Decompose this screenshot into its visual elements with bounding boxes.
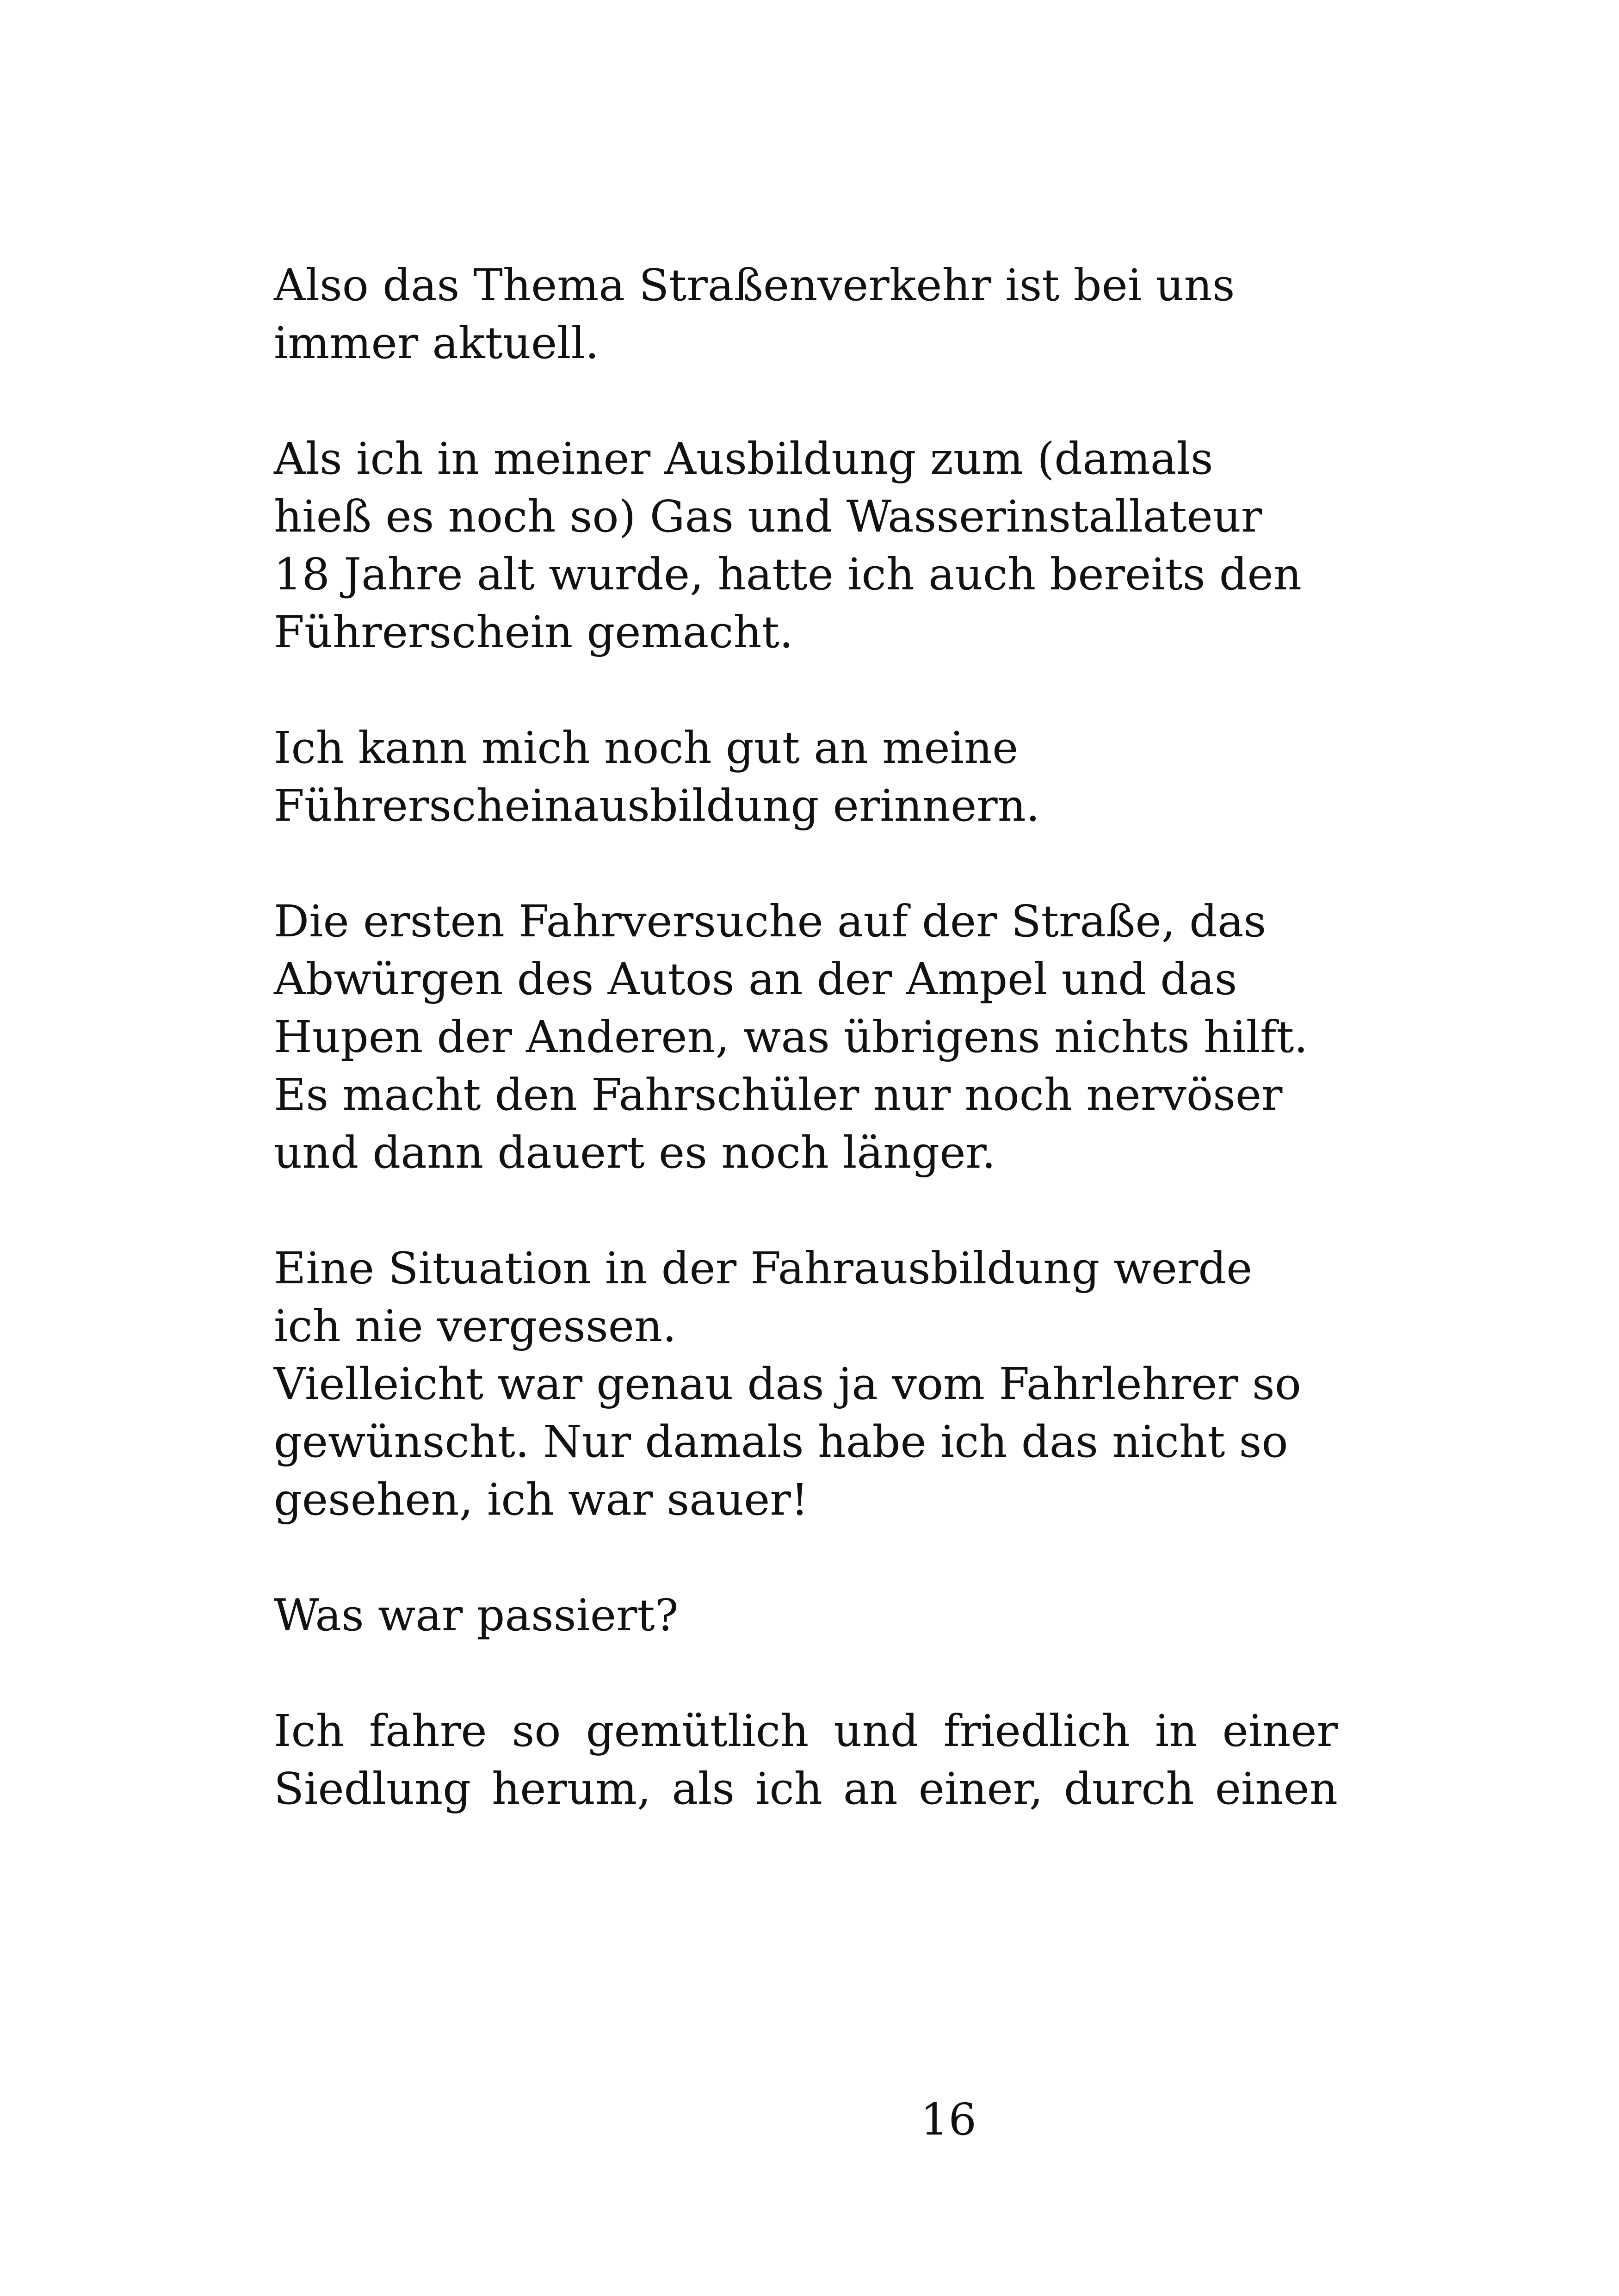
text-line: Hupen der Anderen, was übrigens nichts hilft. bbox=[274, 1012, 1308, 1063]
word: durch bbox=[1063, 1764, 1194, 1814]
word: einen bbox=[1215, 1764, 1338, 1814]
text-line: Was war passiert? bbox=[274, 1590, 679, 1641]
text-line: und dann dauert es noch länger. bbox=[274, 1127, 996, 1178]
word: an bbox=[843, 1764, 898, 1814]
word: einer, bbox=[918, 1764, 1043, 1814]
word: in bbox=[1155, 1706, 1198, 1757]
text-line: Die ersten Fahrversuche auf der Straße, das bbox=[274, 896, 1267, 947]
word: einer bbox=[1222, 1706, 1338, 1757]
paragraph-7 bbox=[274, 1702, 1338, 1818]
text-line: Führerschein gemacht. bbox=[274, 607, 793, 658]
paragraph-6 bbox=[274, 1587, 1338, 1645]
text-line: Vielleicht war genau das ja vom Fahrlehrer so bbox=[274, 1359, 1301, 1410]
text-line: Eine Situation in der Fahrausbildung werde bbox=[274, 1243, 1253, 1294]
word: so bbox=[512, 1706, 561, 1757]
paragraph-3 bbox=[274, 719, 1338, 835]
text-line: Abwürgen des Autos an der Ampel und das bbox=[274, 954, 1237, 1005]
text-line: 18 Jahre alt wurde, hatte ich auch bereits den bbox=[274, 549, 1302, 600]
text-line bbox=[274, 1760, 1338, 1818]
paragraph-1 bbox=[274, 257, 1338, 372]
word: als bbox=[672, 1764, 735, 1814]
word: friedlich bbox=[943, 1706, 1130, 1757]
word: gemütlich bbox=[586, 1706, 809, 1757]
word: fahre bbox=[369, 1706, 487, 1757]
page-number: 16 bbox=[921, 2094, 976, 2145]
text-line: ich nie vergessen. bbox=[274, 1301, 677, 1352]
text-line: Führerscheinausbildung erinnern. bbox=[274, 780, 1040, 831]
text-line: hieß es noch so) Gas und Wasserinstallateur bbox=[274, 491, 1262, 542]
word: ich bbox=[755, 1764, 822, 1814]
word: herum, bbox=[492, 1764, 651, 1814]
paragraph-2 bbox=[274, 430, 1338, 662]
paragraph-5 bbox=[274, 1240, 1338, 1529]
text-line: immer aktuell. bbox=[274, 318, 599, 369]
word: Ich bbox=[274, 1706, 344, 1757]
text-line: Also das Thema Straßenverkehr ist bei uns bbox=[274, 260, 1235, 311]
text-line: Als ich in meiner Ausbildung zum (damals bbox=[274, 433, 1213, 484]
text-line: Ich kann mich noch gut an meine bbox=[274, 723, 1019, 774]
text-line: gesehen, ich war sauer! bbox=[274, 1474, 809, 1525]
word: Siedlung bbox=[274, 1764, 471, 1814]
text-line: Es macht den Fahrschüler nur noch nervöser bbox=[274, 1070, 1283, 1120]
text-line bbox=[274, 1702, 1338, 1760]
text-line: gewünscht. Nur damals habe ich das nicht so bbox=[274, 1417, 1288, 1467]
word: und bbox=[834, 1706, 919, 1757]
paragraph-4 bbox=[274, 893, 1338, 1182]
